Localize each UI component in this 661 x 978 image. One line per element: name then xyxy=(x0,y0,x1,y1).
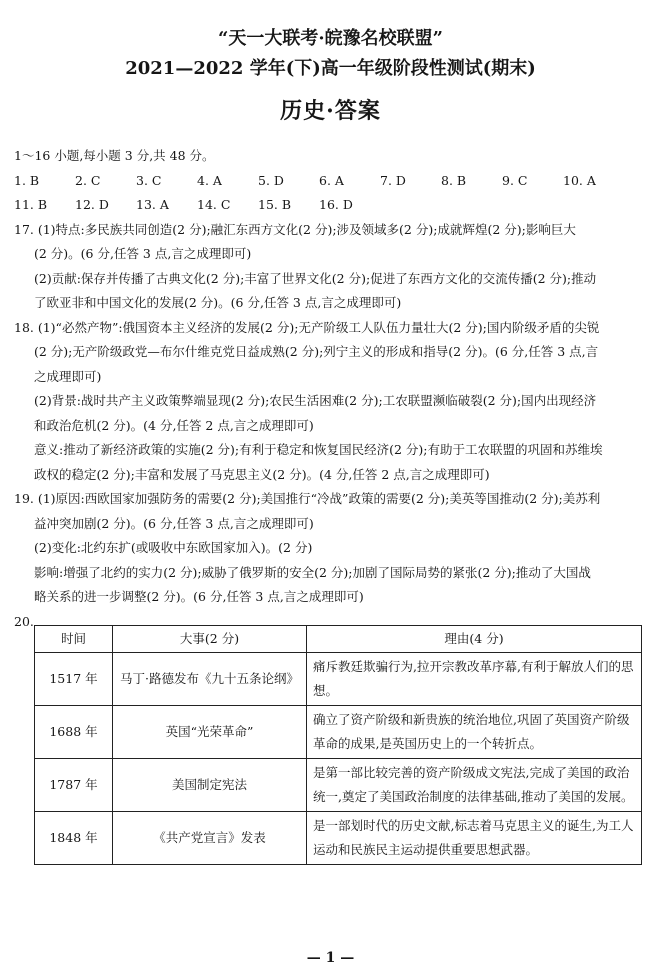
q17-line: 了欧亚非和中国文化的发展(2 分)。(6 分,任答 3 点,言之成理即可) xyxy=(34,295,402,310)
q19-line: 略关系的进一步调整(2 分)。(6 分,任答 3 点,言之成理即可) xyxy=(34,589,364,604)
mcq-answer: 6. A xyxy=(319,172,344,188)
mcq-answer: 15. B xyxy=(258,197,292,212)
event-name: 《共产党宣言》发表 xyxy=(113,812,307,865)
mcq-answer: 2. C xyxy=(75,172,101,188)
q18-line: 政权的稳定(2 分);丰富和发展了马克思主义(2 分)。(4 分,任答 2 点,言之成理即可) xyxy=(34,466,490,482)
mcq-answer: 5. D xyxy=(258,172,284,188)
table-row xyxy=(35,706,642,759)
q19-line: (2)变化:北约东扩(或吸收中东欧国家加入)。(2 分) xyxy=(34,540,313,555)
mcq-answer: 14. C xyxy=(197,197,231,212)
exam-subtitle: 2021—2022 学年(下)高一年级阶段性测试(期末) xyxy=(125,58,536,79)
event-time: 1848 年 xyxy=(35,812,113,865)
q19-line: 19. (1)原因:西欧国家加强防务的需要(2 分);美国推行“冷战”政策的需要(2 分);美英等国推动(2 分);美苏利 xyxy=(14,491,601,506)
mcq-intro: 1～16 小题,每小题 3 分,共 48 分。 xyxy=(14,148,215,163)
column-header-time: 时间 xyxy=(35,626,113,653)
q18-line: 之成理即可) xyxy=(34,368,102,384)
q18-line: 意义:推动了新经济政策的实施(2 分);有利于稳定和恢复国民经济(2 分);有助于工农联盟的巩固和苏维埃 xyxy=(34,442,603,457)
mcq-answers-row-2 xyxy=(14,193,650,218)
answer-title: 历史·答案 xyxy=(280,98,381,124)
event-time: 1517 年 xyxy=(35,653,113,706)
q17-line: (2 分)。(6 分,任答 3 点,言之成理即可) xyxy=(34,246,252,261)
history-events-table xyxy=(34,625,642,865)
q19-line: 益冲突加剧(2 分)。(6 分,任答 3 点,言之成理即可) xyxy=(34,515,314,531)
q18-line: 和政治危机(2 分)。(4 分,任答 2 点,言之成理即可) xyxy=(34,417,314,433)
table-header-row xyxy=(35,626,642,653)
exam-title: “天一大联考·皖豫名校联盟” xyxy=(218,28,443,49)
table-row xyxy=(35,812,642,865)
mcq-answer: 13. A xyxy=(136,197,169,212)
mcq-answer: 3. C xyxy=(136,172,162,188)
mcq-answer: 11. B xyxy=(14,197,48,212)
mcq-answers-row-1 xyxy=(14,169,650,194)
column-header-event: 大事(2 分) xyxy=(113,626,307,653)
q17-line: 17. (1)特点:多民族共同创造(2 分);融汇东西方文化(2 分);涉及领域多(2 分);成就辉煌(2 分);影响巨大 xyxy=(14,221,576,237)
mcq-answer: 9. C xyxy=(502,172,528,188)
event-reason: 是第一部比较完善的资产阶级成文宪法,完成了美国的政治统一,奠定了美国政治制度的法律基础,推动了美国的发展。 xyxy=(307,759,642,812)
q18-line: (2)背景:战时共产主义政策弊端显现(2 分);农民生活困难(2 分);工农联盟濒临破裂(2 分);国内出现经济 xyxy=(34,393,597,408)
event-time: 1787 年 xyxy=(35,759,113,812)
mcq-answer: 10. A xyxy=(563,172,596,188)
event-reason: 确立了资产阶级和新贵族的统治地位,巩固了英国资产阶级革命的成果,是英国历史上的一个转折点。 xyxy=(307,706,642,759)
q18-line: 18. (1)“必然产物”:俄国资本主义经济的发展(2 分);无产阶级工人队伍力量壮大(2 分);国内阶级矛盾的尖锐 xyxy=(14,319,600,335)
mcq-answer: 4. A xyxy=(197,172,222,188)
mcq-answer: 8. B xyxy=(441,172,467,188)
q20-label: 20. xyxy=(14,613,34,629)
mcq-answer: 12. D xyxy=(75,197,109,212)
event-name: 英国“光荣革命” xyxy=(113,706,307,759)
table-row xyxy=(35,759,642,812)
column-header-reason: 理由(4 分) xyxy=(307,626,642,653)
event-time: 1688 年 xyxy=(35,706,113,759)
table-row xyxy=(35,653,642,706)
q18-line: (2 分);无产阶级政党—布尔什维克党日益成熟(2 分);列宁主义的形成和指导(2 分)。(6 分,任答 3 点,言 xyxy=(34,344,599,359)
event-reason: 是一部划时代的历史文献,标志着马克思主义的诞生,为工人运动和民族民主运动提供重要思想武器。 xyxy=(307,812,642,865)
q17-line: (2)贡献:保存并传播了古典文化(2 分);丰富了世界文化(2 分);促进了东西方文化的交流传播(2 分);推动 xyxy=(34,270,597,286)
mcq-answer: 7. D xyxy=(380,172,406,188)
mcq-answer: 1. B xyxy=(14,172,40,188)
q19-line: 影响:增强了北约的实力(2 分);威胁了俄罗斯的安全(2 分);加剧了国际局势的紧张(2 分);推动了大国战 xyxy=(34,564,591,580)
event-name: 美国制定宪法 xyxy=(113,759,307,812)
answer-body xyxy=(14,144,650,634)
page-number: — 1 — xyxy=(306,950,355,966)
mcq-answer: 16. D xyxy=(319,197,353,212)
event-name: 马丁·路德发布《九十五条论纲》 xyxy=(113,653,307,706)
event-reason: 痛斥教廷欺骗行为,拉开宗教改革序幕,有利于解放人们的思想。 xyxy=(307,653,642,706)
